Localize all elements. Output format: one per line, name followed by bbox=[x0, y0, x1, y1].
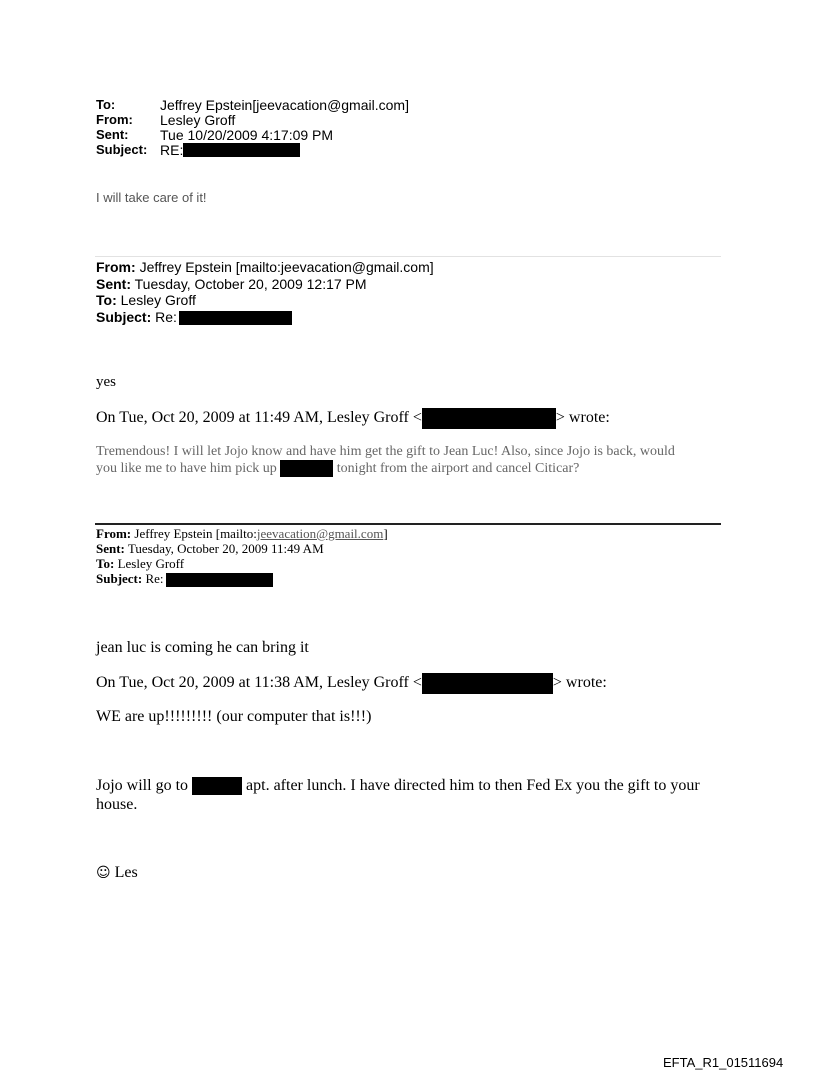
tremendous-paragraph bbox=[96, 443, 675, 477]
redaction-box bbox=[422, 408, 556, 429]
q1-to-value: Lesley Groff bbox=[120, 292, 196, 308]
q2-from-label: From: bbox=[96, 526, 132, 541]
q1-from-value: Jeffrey Epstein [mailto:jeevacation@gmail.com] bbox=[139, 259, 434, 275]
q1-subject-label: Subject: bbox=[96, 308, 152, 325]
header-subject-value: RE: bbox=[160, 141, 184, 158]
jojo-line-1-suffix: apt. after lunch. I have directed him to then Fed Ex you the gift to your bbox=[246, 777, 700, 794]
jojo-line-1-prefix: Jojo will go to bbox=[96, 777, 189, 794]
smiley-icon: ☺ bbox=[96, 865, 111, 881]
body-jean-luc: jean luc is coming he can bring it bbox=[96, 639, 309, 656]
tremendous-line-2-row bbox=[96, 460, 675, 477]
on-wrote-line-1 bbox=[96, 408, 610, 429]
redaction-box bbox=[280, 460, 333, 477]
header-sent-label: Sent: bbox=[96, 127, 129, 142]
on-wrote-1-suffix: > wrote: bbox=[555, 409, 610, 427]
redaction-box bbox=[166, 573, 273, 587]
q2-from-row bbox=[96, 526, 388, 541]
q2-sent-value: Tuesday, October 20, 2009 11:49 AM bbox=[127, 541, 324, 556]
on-wrote-2-prefix: On Tue, Oct 20, 2009 at 11:38 AM, Lesley Groff < bbox=[96, 674, 422, 692]
quoted-header-1 bbox=[96, 259, 434, 325]
header-from-label: From: bbox=[96, 112, 133, 127]
body-yes: yes bbox=[96, 374, 116, 390]
q2-to-row bbox=[96, 556, 388, 571]
signoff-name: Les bbox=[114, 864, 138, 881]
divider-dark bbox=[95, 523, 721, 525]
q2-sent-label: Sent: bbox=[96, 541, 125, 556]
header-subject-label: Subject: bbox=[96, 142, 148, 157]
q1-to-label: To: bbox=[96, 292, 117, 308]
signoff bbox=[96, 864, 138, 882]
tremendous-line-1: Tremendous! I will let Jojo know and have him get the gift to Jean Luc! Also, since Jojo is back, would bbox=[96, 444, 675, 459]
jojo-paragraph bbox=[96, 776, 700, 814]
tremendous-line-2-prefix: you like me to have him pick up bbox=[96, 461, 277, 476]
q1-subject-row bbox=[96, 309, 434, 326]
q2-subject-row bbox=[96, 571, 388, 587]
redaction-box bbox=[422, 673, 553, 694]
jojo-line-1-row bbox=[96, 776, 700, 795]
q1-sent-label: Sent: bbox=[96, 275, 131, 292]
header-to-row bbox=[96, 97, 409, 112]
footer-document-id: EFTA_R1_01511694 bbox=[663, 1055, 784, 1070]
header-from-row bbox=[96, 112, 409, 127]
on-wrote-1-prefix: On Tue, Oct 20, 2009 at 11:49 AM, Lesley Groff < bbox=[96, 409, 422, 427]
header-sent-row bbox=[96, 127, 409, 142]
header-to-label: To: bbox=[96, 97, 116, 112]
q1-subject-value: Re: bbox=[155, 308, 177, 325]
header-sent-value: Tue 10/20/2009 4:17:09 PM bbox=[160, 126, 334, 143]
we-are-up: WE are up!!!!!!!!! (our computer that is!!!) bbox=[96, 708, 372, 725]
q2-email-link[interactable]: jeevacation@gmail.com bbox=[256, 526, 384, 541]
divider-light bbox=[95, 256, 721, 257]
reply-body: I will take care of it! bbox=[96, 190, 207, 205]
header-subject-row bbox=[96, 142, 409, 157]
on-wrote-2-suffix: > wrote: bbox=[552, 674, 607, 692]
q1-sent-value: Tuesday, October 20, 2009 12:17 PM bbox=[134, 275, 367, 292]
q2-sent-row bbox=[96, 541, 388, 556]
q2-subject-label: Subject: bbox=[96, 571, 143, 586]
on-wrote-line-2 bbox=[96, 673, 607, 694]
quoted-header-2 bbox=[96, 526, 388, 587]
q1-to-row bbox=[96, 292, 434, 309]
q2-from-suffix: ] bbox=[383, 526, 388, 541]
q2-to-value: Lesley Groff bbox=[117, 556, 185, 571]
jojo-line-2: house. bbox=[96, 796, 138, 814]
q2-subject-value: Re: bbox=[145, 571, 164, 586]
q2-to-label: To: bbox=[96, 556, 115, 571]
q1-sent-row bbox=[96, 276, 434, 293]
q1-from-row bbox=[96, 259, 434, 276]
header-from-value: Lesley Groff bbox=[160, 111, 236, 128]
redaction-box bbox=[192, 777, 242, 795]
q1-from-label: From: bbox=[96, 259, 136, 275]
tremendous-line-2-suffix: tonight from the airport and cancel Citicar? bbox=[336, 461, 580, 476]
header-to-value: Jeffrey Epstein[jeevacation@gmail.com] bbox=[160, 96, 409, 113]
top-email-header bbox=[96, 97, 409, 157]
q2-from-prefix: Jeffrey Epstein [mailto: bbox=[134, 526, 257, 541]
redaction-box bbox=[183, 143, 300, 157]
redaction-box bbox=[179, 311, 292, 325]
